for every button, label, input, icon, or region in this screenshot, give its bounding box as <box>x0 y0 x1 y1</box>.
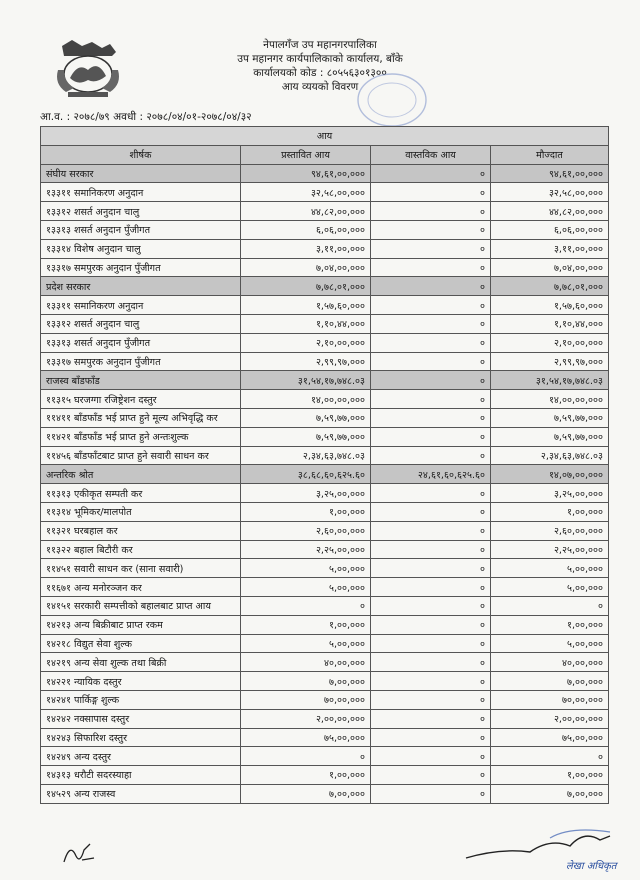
row-proposed: ० <box>241 596 371 615</box>
row-actual: ० <box>371 653 491 672</box>
header-office: उप महानगर कार्यपालिकाको कार्यालय, बाँके <box>237 53 403 65</box>
row-proposed: ३,११,००,००० <box>241 239 371 258</box>
row-heading: १४१५१ सरकारी सम्पत्तीको बहालबाट प्राप्त आय <box>41 596 241 615</box>
col-header-actual: वास्तविक आय <box>371 145 491 164</box>
row-balance: ७,५९,७७,००० <box>491 427 609 446</box>
row-heading: ११३२१ घरबहाल कर <box>41 521 241 540</box>
row-actual: ० <box>371 634 491 653</box>
table-row <box>41 728 609 747</box>
row-actual: ० <box>371 578 491 597</box>
row-actual: ० <box>371 484 491 503</box>
row-heading: १४२४३ सिफारिश दस्तुर <box>41 728 241 747</box>
table-row <box>41 296 609 315</box>
row-actual: ० <box>371 784 491 803</box>
row-actual: ० <box>371 390 491 409</box>
row-proposed: ६,०६,००,००० <box>241 220 371 239</box>
table-row <box>41 690 609 709</box>
table-header-row <box>41 145 609 164</box>
group-row <box>41 164 609 183</box>
row-proposed: ७,००,००० <box>241 672 371 691</box>
row-heading: १३३१३ शसर्त अनुदान पुँजीगत <box>41 220 241 239</box>
table-row <box>41 183 609 202</box>
row-actual: ० <box>371 314 491 333</box>
table-row <box>41 596 609 615</box>
row-heading: १४५२९ अन्य राजस्व <box>41 784 241 803</box>
row-proposed: ३२,५८,००,००० <box>241 183 371 202</box>
table-row <box>41 766 609 785</box>
row-heading: १३३१२ शसर्त अनुदान चालु <box>41 314 241 333</box>
row-proposed: ५,००,००० <box>241 559 371 578</box>
row-balance: ७,७८,०१,००० <box>491 277 609 296</box>
fiscal-period: आ.व. : २०७८/७९ अवधी : २०७८/०४/०१-२०७८/०४/३२ <box>40 111 252 123</box>
row-actual: ० <box>371 446 491 465</box>
row-balance: २,१०,००,००० <box>491 333 609 352</box>
row-actual: ० <box>371 540 491 559</box>
row-proposed: ४०,००,००० <box>241 653 371 672</box>
row-balance: ० <box>491 596 609 615</box>
row-heading: १४२१३ अन्य बिक्रीबाट प्राप्त रकम <box>41 615 241 634</box>
row-heading: १३३१७ समपुरक अनुदान पुँजीगत <box>41 352 241 371</box>
row-proposed: ३,२५,००,००० <box>241 484 371 503</box>
row-proposed: ९४,६१,००,००० <box>241 164 371 183</box>
row-balance: ४४,८२,००,००० <box>491 202 609 221</box>
row-heading: १३३१३ शसर्त अनुदान पुँजीगत <box>41 333 241 352</box>
row-heading: १४२२१ न्यायिक दस्तुर <box>41 672 241 691</box>
row-actual: ० <box>371 408 491 427</box>
row-actual: ० <box>371 333 491 352</box>
row-actual: ० <box>371 709 491 728</box>
table-title-row <box>41 127 609 146</box>
col-header-proposed: प्रस्तावित आय <box>241 145 371 164</box>
row-balance: ५,००,००० <box>491 559 609 578</box>
row-balance: १,००,००० <box>491 766 609 785</box>
group-row <box>41 277 609 296</box>
row-actual: ० <box>371 202 491 221</box>
row-balance: १४,००,००,००० <box>491 390 609 409</box>
row-balance: १,००,००० <box>491 615 609 634</box>
row-balance: २,९९,९७,००० <box>491 352 609 371</box>
row-actual: ० <box>371 747 491 766</box>
row-heading: १४२४९ अन्य दस्तुर <box>41 747 241 766</box>
row-proposed: ७५,००,००० <box>241 728 371 747</box>
col-header-balance: मौज्दात <box>491 145 609 164</box>
row-heading: ११४११ बाँडफाँड भई प्राप्त हुने मूल्य अभिवृद्धि कर <box>41 408 241 427</box>
row-balance: ७,००,००० <box>491 784 609 803</box>
row-balance: ० <box>491 747 609 766</box>
row-actual: ० <box>371 728 491 747</box>
row-heading: ११४५६ बाँडफाँटबाट प्राप्त हुने सवारी साधन कर <box>41 446 241 465</box>
row-balance: ५,००,००० <box>491 578 609 597</box>
table-row <box>41 390 609 409</box>
row-proposed: २,९९,९७,००० <box>241 352 371 371</box>
header-report-title: आय व्ययको विवरण <box>281 81 359 93</box>
col-header-heading: शीर्षक <box>41 145 241 164</box>
row-actual: ० <box>371 672 491 691</box>
row-proposed: ५,००,००० <box>241 634 371 653</box>
header-municipality: नेपालगँज उप महानगरपालिका <box>263 39 377 51</box>
row-balance: ४०,००,००० <box>491 653 609 672</box>
row-actual: ० <box>371 690 491 709</box>
row-heading: ११४५१ सवारी साधन कर (साना सवारी) <box>41 559 241 578</box>
row-heading: १४२१९ अन्य सेवा शुल्क तथा बिक्री <box>41 653 241 672</box>
row-proposed: ७,५९,७७,००० <box>241 408 371 427</box>
table-row <box>41 540 609 559</box>
table-row <box>41 559 609 578</box>
row-balance: १,००,००० <box>491 502 609 521</box>
table-row <box>41 352 609 371</box>
row-balance: ७,५९,७७,००० <box>491 408 609 427</box>
row-heading: ११४२१ बाँडफाँड भई प्राप्त हुने अन्तःशुल्क <box>41 427 241 446</box>
initials-signature <box>60 838 100 868</box>
row-heading: १४२१८ विद्युत सेवा शुल्क <box>41 634 241 653</box>
row-proposed: २,२५,००,००० <box>241 540 371 559</box>
row-proposed: ७,००,००० <box>241 784 371 803</box>
row-proposed: ७०,००,००० <box>241 690 371 709</box>
row-proposed: १,००,००० <box>241 766 371 785</box>
row-actual: ० <box>371 352 491 371</box>
row-proposed: २,६०,००,००० <box>241 521 371 540</box>
row-actual: ० <box>371 277 491 296</box>
row-balance: ६,०६,००,००० <box>491 220 609 239</box>
row-actual: ० <box>371 521 491 540</box>
table-row <box>41 427 609 446</box>
table-row <box>41 672 609 691</box>
row-proposed: ५,००,००० <box>241 578 371 597</box>
table-row <box>41 446 609 465</box>
table-row <box>41 314 609 333</box>
table-row <box>41 239 609 258</box>
row-balance: २,२५,००,००० <box>491 540 609 559</box>
table-row <box>41 634 609 653</box>
table-row <box>41 220 609 239</box>
row-proposed: १,१०,४४,००० <box>241 314 371 333</box>
accounts-officer-label: लेखा अधिकृत <box>566 861 617 872</box>
row-proposed: २,१०,००,००० <box>241 333 371 352</box>
row-actual: ० <box>371 296 491 315</box>
row-actual: ० <box>371 766 491 785</box>
row-heading: १४२४१ पार्किङ्ग शुल्क <box>41 690 241 709</box>
table-row <box>41 502 609 521</box>
row-actual: ० <box>371 596 491 615</box>
row-balance: १,५७,६०,००० <box>491 296 609 315</box>
row-proposed: ४४,८२,००,००० <box>241 202 371 221</box>
row-actual: ० <box>371 239 491 258</box>
row-proposed: ३१,५४,१७,७४८.०३ <box>241 371 371 390</box>
row-heading: ११६७१ अन्य मनोरञ्जन कर <box>41 578 241 597</box>
table-row <box>41 333 609 352</box>
row-heading: १३३१२ शसर्त अनुदान चालु <box>41 202 241 221</box>
table-row <box>41 521 609 540</box>
income-table <box>40 126 609 804</box>
row-heading: राजस्व बाँडफाँड <box>41 371 241 390</box>
header-office-code: कार्यालयको कोड : ८०५५६३०१३०० <box>253 67 387 79</box>
row-balance: ७,००,००० <box>491 672 609 691</box>
row-heading: १३३१४ विशेष अनुदान चालु <box>41 239 241 258</box>
row-balance: ३,२५,००,००० <box>491 484 609 503</box>
row-proposed: २,००,००,००० <box>241 709 371 728</box>
row-actual: ० <box>371 559 491 578</box>
group-row <box>41 465 609 484</box>
row-balance: १४,०७,००,००० <box>491 465 609 484</box>
table-row <box>41 484 609 503</box>
table-row <box>41 615 609 634</box>
row-proposed: १,००,००० <box>241 502 371 521</box>
row-proposed: ० <box>241 747 371 766</box>
row-actual: ० <box>371 220 491 239</box>
row-balance: ३२,५८,००,००० <box>491 183 609 202</box>
row-heading: ११३१४ भूमिकर/मालपोत <box>41 502 241 521</box>
row-actual: २४,६१,६०,६२५.६० <box>371 465 491 484</box>
row-heading: प्रदेश सरकार <box>41 277 241 296</box>
row-balance: २,३४,६३,७४८.०३ <box>491 446 609 465</box>
row-heading: १४३१३ धरौटी सदरस्याहा <box>41 766 241 785</box>
row-heading: १३३११ समानिकरण अनुदान <box>41 183 241 202</box>
row-heading: १४२४२ नक्सापास दस्तुर <box>41 709 241 728</box>
row-balance: ५,००,००० <box>491 634 609 653</box>
group-row <box>41 371 609 390</box>
row-heading: ११३१३ एकीकृत सम्पती कर <box>41 484 241 503</box>
row-actual: ० <box>371 164 491 183</box>
row-actual: ० <box>371 615 491 634</box>
table-row <box>41 578 609 597</box>
page-header <box>0 38 640 94</box>
row-heading: ११३२२ बहाल बिटौरी कर <box>41 540 241 559</box>
row-balance: ७,०४,००,००० <box>491 258 609 277</box>
row-proposed: २,३४,६३,७४८.०३ <box>241 446 371 465</box>
row-balance: ९४,६१,००,००० <box>491 164 609 183</box>
row-proposed: ७,०४,००,००० <box>241 258 371 277</box>
row-balance: ७५,००,००० <box>491 728 609 747</box>
row-balance: ३१,५४,१७,७४८.०३ <box>491 371 609 390</box>
row-proposed: १४,००,००,००० <box>241 390 371 409</box>
table-row <box>41 709 609 728</box>
row-actual: ० <box>371 427 491 446</box>
row-proposed: १,५७,६०,००० <box>241 296 371 315</box>
office-stamp <box>352 70 432 130</box>
row-balance: ७०,००,००० <box>491 690 609 709</box>
table-row <box>41 653 609 672</box>
row-heading: ११३१५ घरजग्गा रजिष्ट्रेशन दस्तुर <box>41 390 241 409</box>
row-heading: संघीय सरकार <box>41 164 241 183</box>
row-proposed: ३८,६८,६०,६२५.६० <box>241 465 371 484</box>
row-proposed: ७,५९,७७,००० <box>241 427 371 446</box>
row-proposed: १,००,००० <box>241 615 371 634</box>
row-balance: २,६०,००,००० <box>491 521 609 540</box>
row-heading: अन्तरिक श्रोत <box>41 465 241 484</box>
row-balance: ३,११,००,००० <box>491 239 609 258</box>
row-actual: ० <box>371 371 491 390</box>
row-actual: ० <box>371 258 491 277</box>
row-heading: १३३१७ समपुरक अनुदान पुँजीगत <box>41 258 241 277</box>
table-row <box>41 258 609 277</box>
row-actual: ० <box>371 183 491 202</box>
table-row <box>41 784 609 803</box>
table-title: आय <box>41 127 609 146</box>
table-row <box>41 747 609 766</box>
table-row <box>41 408 609 427</box>
row-balance: १,१०,४४,००० <box>491 314 609 333</box>
table-row <box>41 202 609 221</box>
row-heading: १३३११ समानिकरण अनुदान <box>41 296 241 315</box>
row-balance: २,००,००,००० <box>491 709 609 728</box>
row-proposed: ७,७८,०१,००० <box>241 277 371 296</box>
row-actual: ० <box>371 502 491 521</box>
